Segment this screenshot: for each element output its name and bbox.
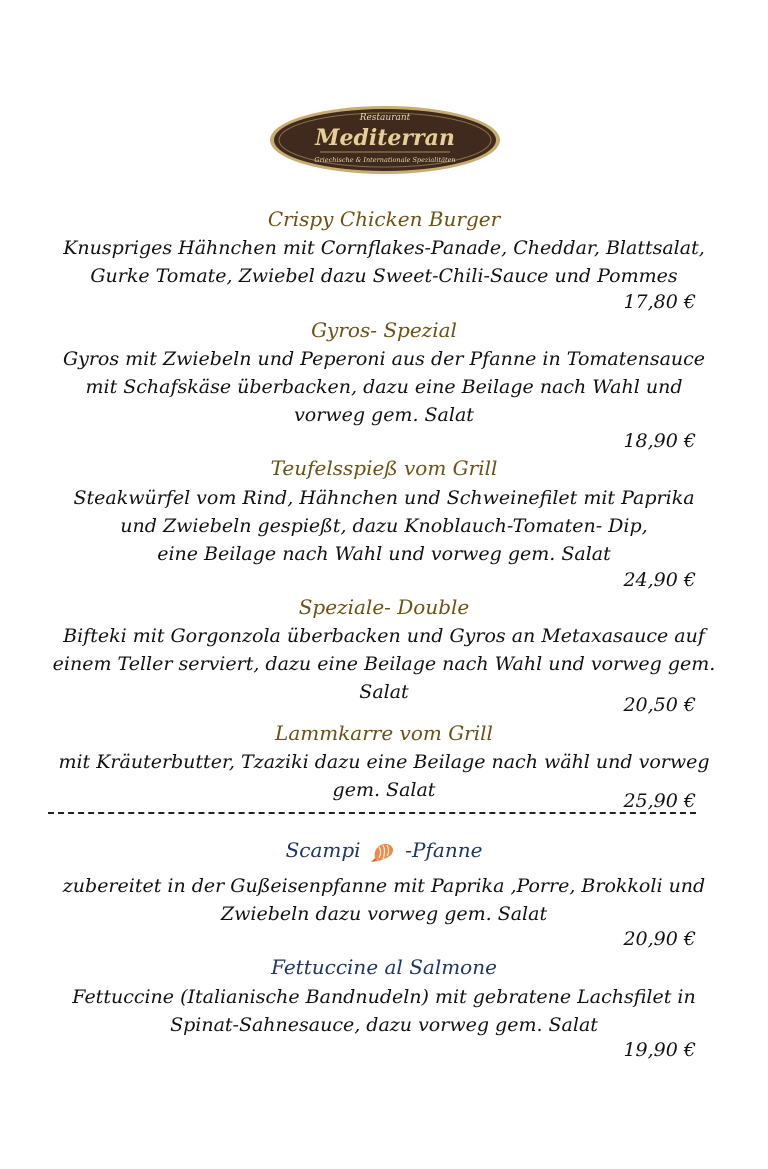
item-title: Crispy Chicken Burger: [267, 207, 501, 231]
logo-name: Mediterran: [315, 125, 455, 151]
item-title: Fettuccine al Salmone: [271, 955, 497, 979]
title-part-2: -Pfanne: [405, 838, 483, 862]
item-title: Lammkarre vom Grill: [275, 721, 493, 745]
item-price: 18,90 €: [623, 430, 696, 452]
item-price: 20,50 €: [623, 694, 696, 716]
shrimp-icon: [369, 840, 397, 864]
item-title: [0, 838, 768, 864]
item-price: 19,90 €: [623, 1039, 696, 1061]
item-description: Steakwürfel vom Rind, Hähnchen und Schweinefilet mit Paprika und Zwiebeln gespießt, dazu Knoblauch-Tomaten- Dip, eine Beilage nach Wahl und vorweg gem. Salat: [73, 487, 695, 565]
item-price: 25,90 €: [623, 790, 696, 812]
restaurant-logo: [268, 104, 502, 176]
item-title: Teufelsspieß vom Grill: [270, 456, 498, 480]
item-title: Gyros- Spezial: [311, 318, 457, 342]
item-title: Speziale- Double: [298, 595, 470, 619]
item-price: 17,80 €: [623, 291, 696, 313]
item-description: mit Kräuterbutter, Tzaziki dazu eine Beilage nach wähl und vorweg gem. Salat: [58, 751, 710, 801]
item-description: Bifteki mit Gorgonzola überbacken und Gyros an Metaxasauce auf einem Teller serviert, dazu eine Beilage nach Wahl und vorweg gem. Salat: [52, 625, 716, 703]
item-description: Gyros mit Zwiebeln und Peperoni aus der Pfanne in Tomatensauce mit Schafskäse überbacken, dazu eine Beilage nach Wahl und vorweg gem. Salat: [62, 348, 706, 426]
item-price: 20,90 €: [623, 928, 696, 950]
logo-top-text: Restaurant: [359, 113, 411, 123]
item-price: 24,90 €: [623, 569, 696, 591]
dashed-divider: [48, 812, 696, 814]
title-part-1: Scampi: [285, 838, 361, 862]
item-description: zubereitet in der Gußeisenpfanne mit Paprika ,Porre, Brokkoli und Zwiebeln dazu vorweg gem. Salat: [62, 875, 706, 925]
item-description: Knuspriges Hähnchen mit Cornflakes-Panade, Cheddar, Blattsalat, Gurke Tomate, Zwiebel dazu Sweet-Chili-Sauce und Pommes: [63, 237, 705, 287]
logo-subtitle: Griechische & Internationale Spezialitäten: [314, 156, 456, 164]
item-description: Fettuccine (Italianische Bandnudeln) mit gebratene Lachsfilet in Spinat-Sahnesauce, dazu vorweg gem. Salat: [72, 986, 696, 1036]
